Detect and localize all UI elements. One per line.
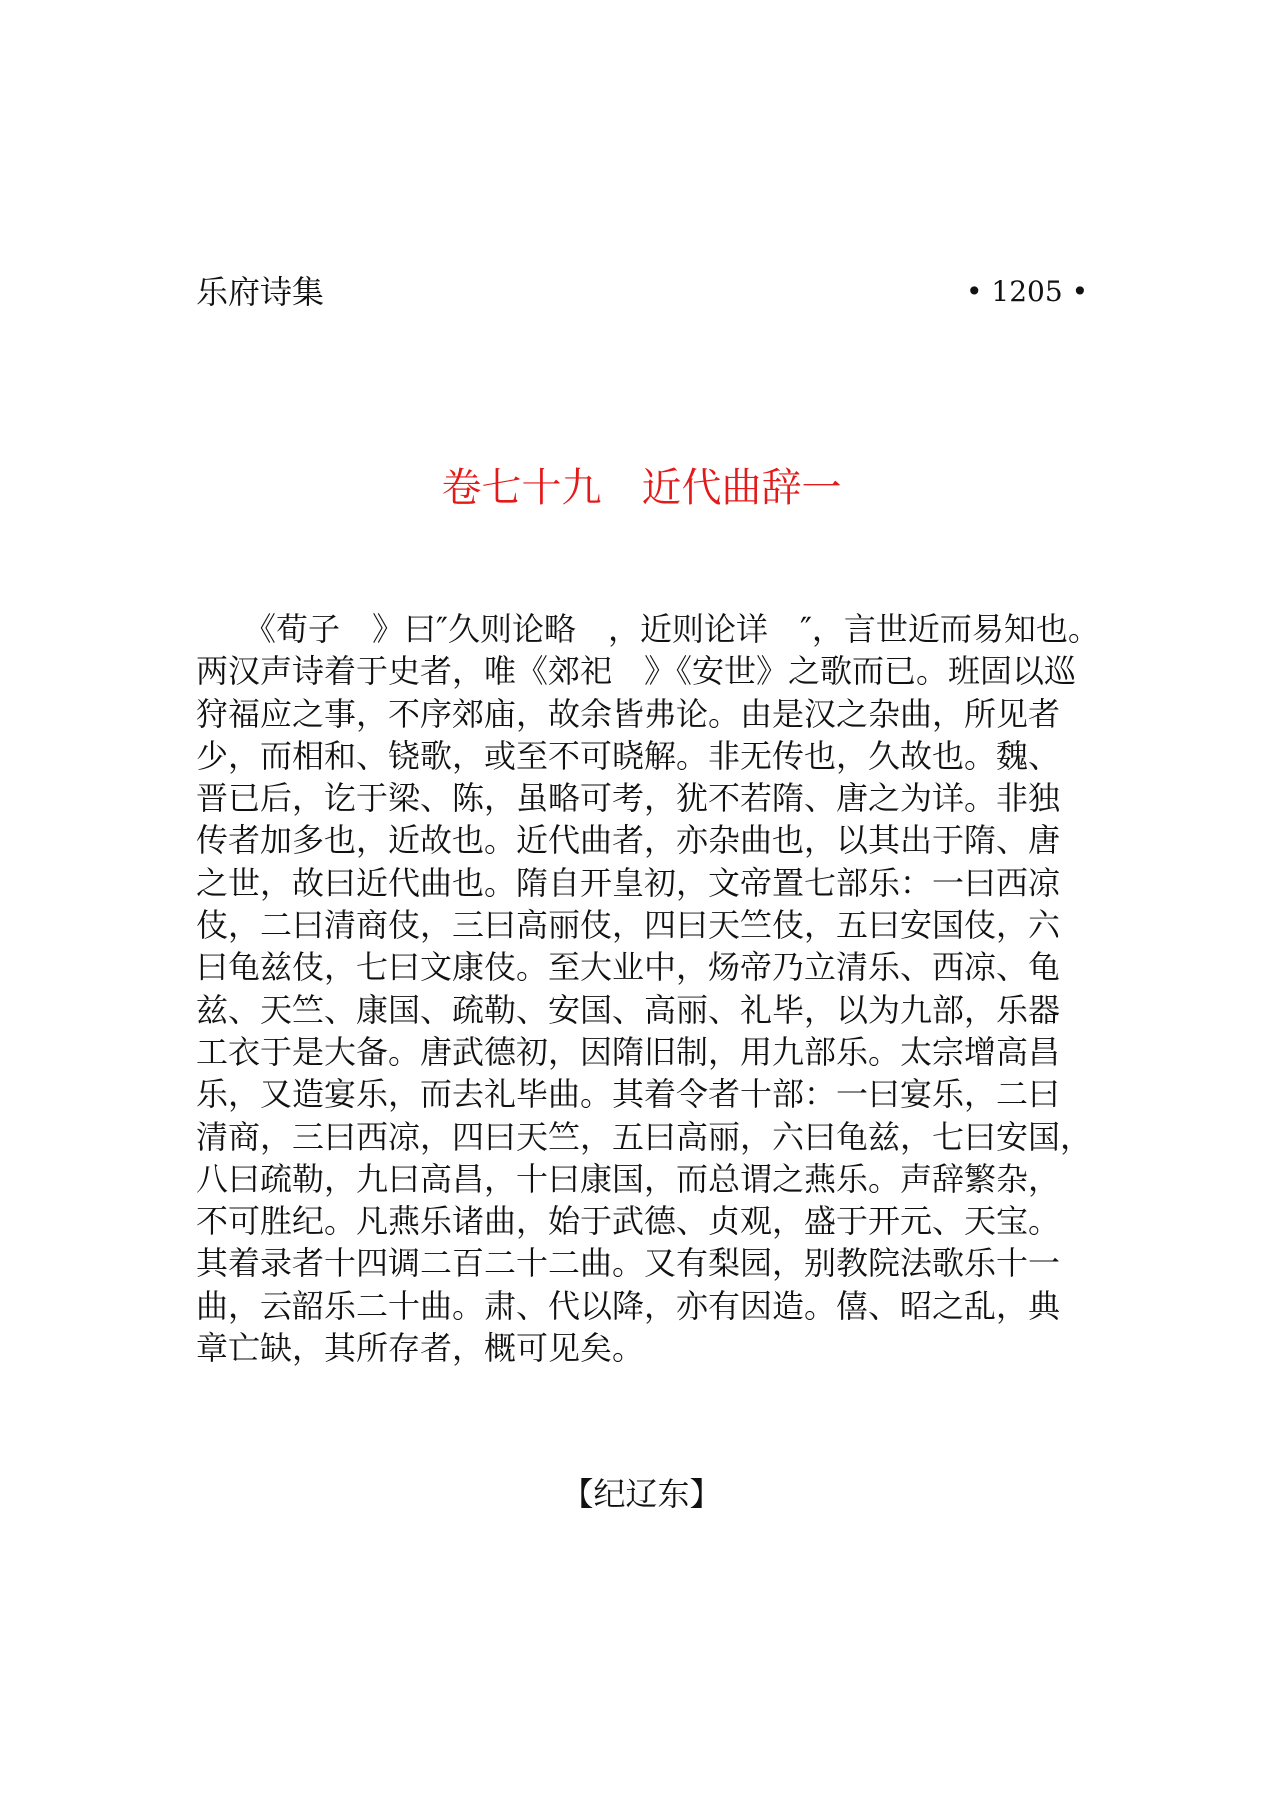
book-title: 乐府诗集: [196, 273, 325, 311]
body-line: 章亡缺，其所存者，概可见矣。: [196, 1329, 645, 1368]
body-line: 之世，故曰近代曲也。隋自开皇初，文帝置七部乐：一曰西凉: [196, 863, 1061, 902]
body-line: 兹、天竺、康国、疏勒、安国、高丽、礼毕，以为九部，乐器: [196, 990, 1061, 1029]
body-line: 清商，三曰西凉，四曰天竺，五曰高丽，六曰龟兹，七曰安国，: [196, 1117, 1093, 1156]
page-number: • 1205 •: [966, 275, 1089, 308]
body-line: 不可胜纪。凡燕乐诸曲，始于武德、贞观，盛于开元、天宝。: [196, 1202, 1061, 1241]
body-line: 其着录者十四调二百二十二曲。又有梨园，别教院法歌乐十一: [196, 1244, 1061, 1283]
body-line: 晋已后，讫于梁、陈，虽略可考，犹不若隋、唐之为详。非独: [196, 779, 1061, 818]
body-line: 工衣于是大备。唐武德初，因隋旧制，用九部乐。太宗增高昌: [196, 1032, 1061, 1071]
body-line: 两汉声诗着于史者，唯《郊祀 》《安世》之歌而已。班固以巡: [196, 652, 1077, 691]
body-line: 八曰疏勒，九曰高昌，十曰康国，而总谓之燕乐。声辞繁杂，: [196, 1159, 1061, 1198]
body-line: 曰龟兹伎，七曰文康伎。至大业中，炀帝乃立清乐、西凉、龟: [196, 948, 1061, 987]
body-paragraph: [196, 608, 1108, 1369]
body-line: 传者加多也，近故也。近代曲者，亦杂曲也，以其出于隋、唐: [196, 821, 1061, 860]
section-heading: 【纪辽东】: [561, 1475, 722, 1513]
body-line: 《荀子 》曰″久则论略 ，近则论详 ″，言世近而易知也。: [196, 610, 1100, 648]
body-line: 乐，又造宴乐，而去礼毕曲。其着令者十部：一曰宴乐，二曰: [196, 1075, 1061, 1114]
body-line: 少，而相和、铙歌，或至不可晓解。非无传也，久故也。魏、: [196, 736, 1061, 775]
body-line: 伎，二曰清商伎，三曰高丽伎，四曰天竺伎，五曰安国伎，六: [196, 906, 1061, 945]
chapter-title: 卷七十九 近代曲辞一: [441, 465, 842, 511]
body-line: 狩福应之事，不序郊庙，故余皆弗论。由是汉之杂曲，所见者: [196, 694, 1061, 733]
body-line: 曲，云韶乐二十曲。肃、代以降，亦有因造。僖、昭之乱，典: [196, 1286, 1061, 1325]
